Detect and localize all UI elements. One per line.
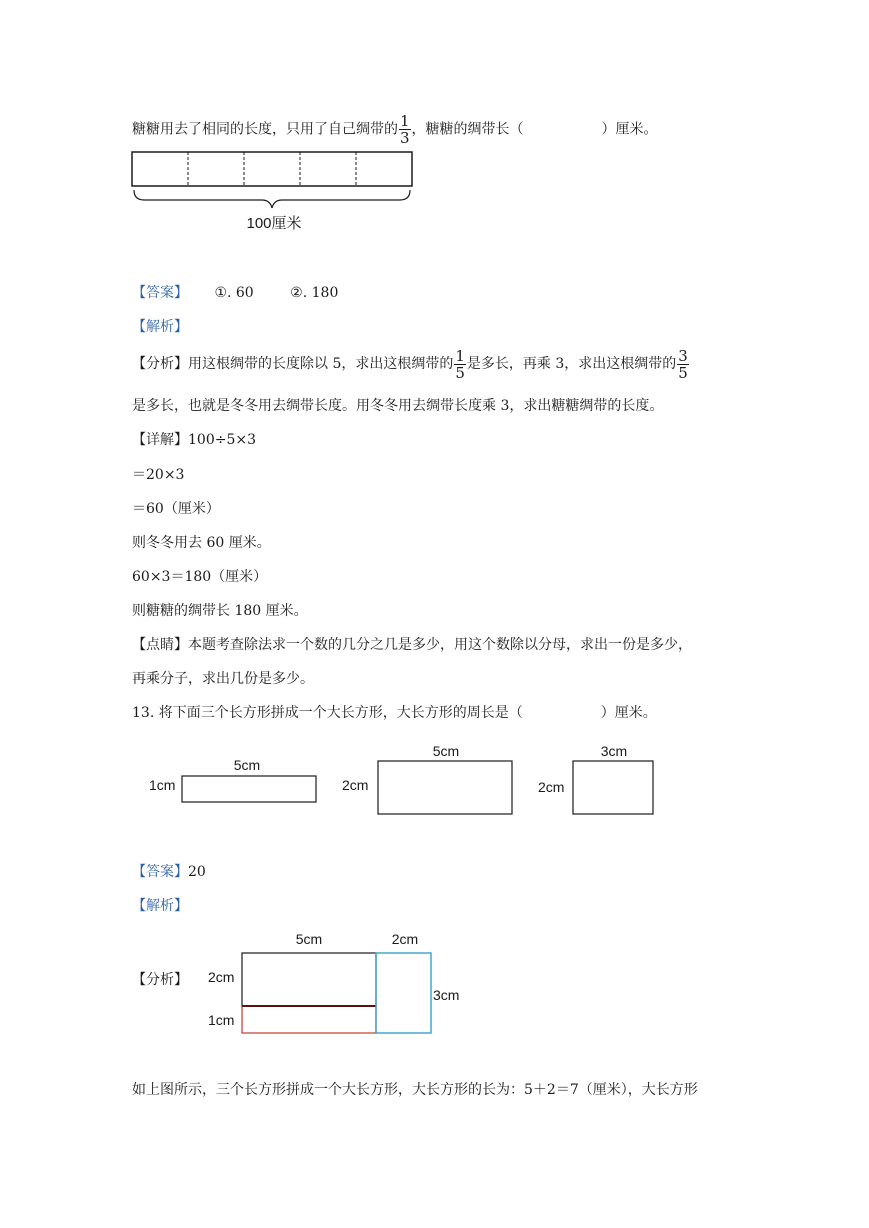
ribbon-brace (134, 190, 410, 208)
analysis-tag: 【解析】 (132, 898, 188, 914)
xiangjie-line-2: ＝20×3 (132, 467, 185, 483)
q13-fenxi-tag: 【分析】 (132, 972, 188, 988)
combined-left-top-label: 2cm (208, 969, 235, 985)
answer-item-1: ①. 60 (214, 285, 254, 301)
q13-last-line: 如上图所示，三个长方形拼成一个大长方形，大长方形的长为：5＋2＝7（厘米），大长方形 (132, 1082, 698, 1098)
rect1 (182, 776, 316, 802)
fenxi-line-2: 是多长，也就是冬冬用去绸带长度。用冬冬用去绸带长度乘 3，求出糖糖绸带的长度。 (132, 398, 664, 414)
combined-left-bottom-label: 1cm (208, 1012, 235, 1028)
dianjing-line-2: 再乘分子，求出几份是多少。 (132, 671, 314, 687)
fraction: $\frac{1}{5}$ (455, 346, 465, 382)
q12-stem-end: ）厘米。 (601, 121, 658, 138)
q12-stem (132, 113, 658, 146)
combined-rect-2cm (242, 953, 376, 1006)
q13-stem-end: ）厘米。 (600, 705, 657, 721)
dianjing-tag: 【点睛】 (132, 637, 188, 653)
xiangjie-expr: 100÷5×3 (188, 432, 256, 448)
dianjing-text-1: 本题考查除法求一个数的几分之几是多少，用这个数除以分母，求出一份是多少， (188, 637, 692, 653)
ribbon-figure (128, 148, 418, 238)
xiangjie-line-4: 则冬冬用去 60 厘米。 (132, 535, 271, 551)
xiangjie-tag: 【详解】 (132, 432, 188, 448)
fenxi-text-1: 用这根绸带的长度除以 5，求出这根绸带的 (188, 356, 454, 372)
q13-stem (132, 703, 657, 723)
q13-combined-figure (200, 928, 480, 1040)
xiangjie-line-1 (132, 430, 256, 450)
ribbon-length-label: 100厘米 (246, 215, 302, 232)
analysis-tag: 【解析】 (132, 319, 188, 335)
answer-item-2: ②. 180 (290, 285, 339, 301)
fenxi-text-2: 是多长，再乘 3，求出这根绸带的 (466, 356, 677, 372)
combined-right-label: 3cm (433, 987, 460, 1003)
fraction: $\frac{3}{5}$ (678, 346, 688, 382)
fraction: $\frac{1}{3}$ (400, 112, 410, 147)
ribbon-bar (132, 152, 412, 186)
xiangjie-line-6: 则糖糖的绸带长 180 厘米。 (132, 603, 308, 619)
combined-rect-1cm (242, 1006, 376, 1033)
answer-tag: 【答案】 (132, 285, 188, 301)
fenxi-tag: 【分析】 (132, 356, 188, 372)
rect1-width-label: 5cm (233, 757, 261, 773)
q12-stem-before: 糖糖用去了相同的长度，只用了自己绸带的 (132, 121, 398, 138)
combined-top-right-label: 2cm (391, 931, 419, 947)
q13-answer-row (132, 862, 206, 882)
rect2-width-label: 5cm (432, 743, 460, 759)
xiangjie-line-3: ＝60（厘米） (132, 501, 220, 517)
q12-stem-after: ，糖糖的绸带长（ (411, 121, 524, 138)
xiangjie-line-5: 60×3＝180（厘米） (132, 569, 268, 585)
rect1-height-label: 1cm (149, 777, 176, 793)
rect2-height-label: 2cm (342, 777, 369, 793)
combined-rect-3cm (376, 953, 431, 1033)
combined-top-left-label: 5cm (295, 931, 323, 947)
rect3 (573, 761, 653, 814)
q12-answer-row (132, 283, 338, 303)
answer-value: 20 (188, 864, 206, 880)
rect3-height-label: 2cm (538, 779, 565, 795)
rect2 (378, 761, 512, 814)
q13-stem-text: 13. 将下面三个长方形拼成一个大长方形，大长方形的周长是（ (132, 705, 523, 721)
answer-tag: 【答案】 (132, 864, 188, 880)
fenxi-line-1 (132, 344, 690, 384)
dianjing-line-1 (132, 635, 692, 655)
q13-rectangles-figure (140, 740, 680, 822)
rect3-width-label: 3cm (600, 743, 628, 759)
